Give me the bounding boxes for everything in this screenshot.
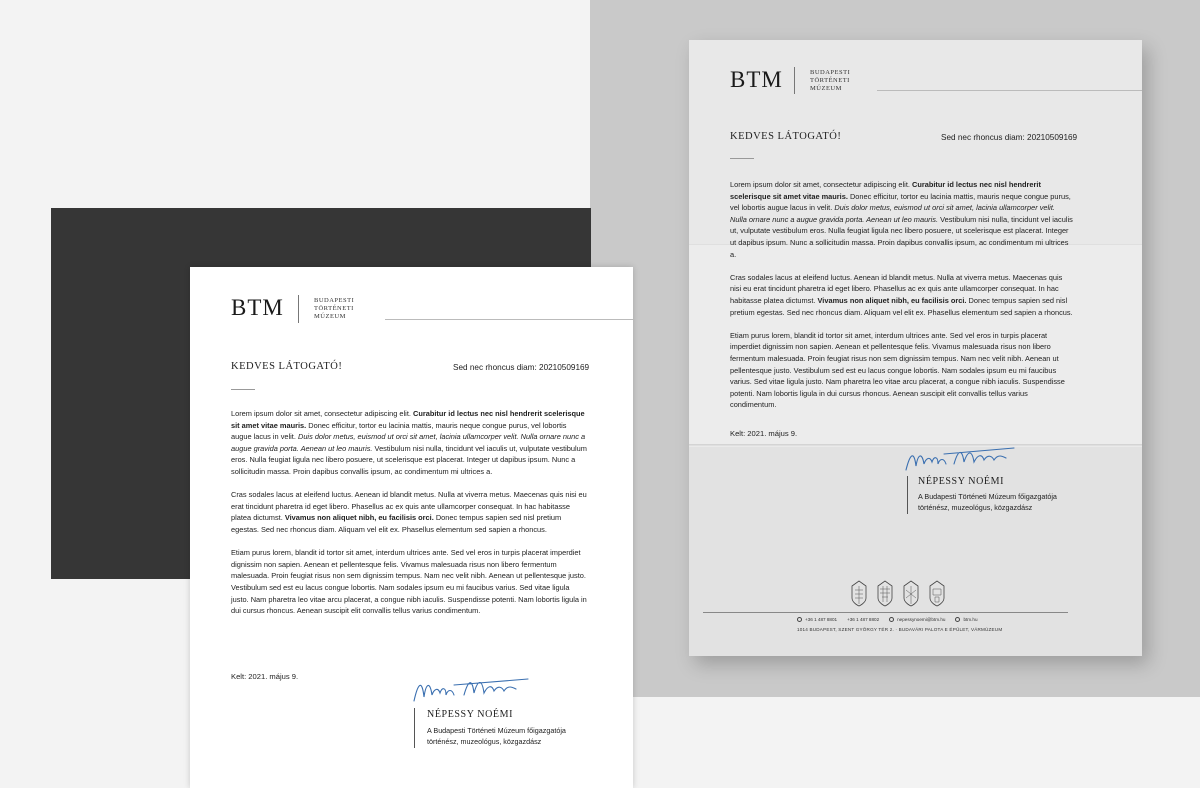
museum-name-line3: MÚZEUM [810,85,842,92]
signer-role [918,491,1057,513]
paragraph-1: Lorem ipsum dolor sit amet, consectetur adipiscing elit. Curabitur id lectus nec nisl hendrerit scelerisque sit amet vitae mauris. Donec efficitur, tortor eu lacinia mattis, mauris neque congue purus, vel lobortis augue lacus in velit. Duis dolor metus, euismod ut orci sit amet, lacinia ullamcorper velit. Nulla ornare nunc a augue gravida porta. Aenean ut leo mauris. Vestibulum nisi nulla, tincidunt vel iaculis ut, vulputate vestibulum eros. Nulla feugiat ligula nec libero posuere, ut scelerisque est placerat. Integer ut dapibus ipsum. Nunc a sollicitudin massa. Proin dapibus convallis ipsum, ac condimentum mi ultrices a. [231,409,587,476]
letter-sheet-front [190,267,633,788]
museum-name [314,297,354,321]
greeting: KEDVES LÁTOGATÓ! [730,131,842,142]
coat-of-arms-icon [927,578,947,608]
signer-name: NÉPESSY NOÉMI [918,476,1005,487]
logo-divider [298,295,299,323]
logo-divider [794,67,795,94]
greeting-underline [730,158,754,159]
greeting-underline [231,389,255,390]
handwritten-signature [902,444,1022,476]
phone-icon [797,617,802,622]
signer-role-line1: A Budapesti Történeti Múzeum főigazgatója [918,492,1057,501]
letter-date: Kelt: 2021. május 9. [730,429,798,438]
phone-2: +36 1 487 8802 [847,617,880,622]
signer-role-line2: történész, muzeológus, közgazdász [427,737,542,746]
museum-name [810,69,850,93]
signature-bar [414,708,415,748]
web-contact: btm.hu [955,617,977,622]
paragraph-1: Lorem ipsum dolor sit amet, consectetur adipiscing elit. Curabitur id lectus nec nisl hendrerit scelerisque sit amet vitae mauris. Donec efficitur, tortor eu lacinia mattis, mauris neque congue purus, vel lobortis augue lacus in velit. Duis dolor metus, euismod ut orci sit amet, lacinia ullamcorper velit. Nulla ornare nunc a augue gravida porta. Aenean ut leo mauris. Vestibulum nisi nulla, tincidunt vel iaculis ut, vulputate vestibulum eros. Nulla feugiat ligula nec libero posuere, ut scelerisque est placerat. Integer ut dapibus ipsum. Nunc a sollicitudin massa. Proin dapibus convallis ipsum, ac condimentum mi ultrices a. [730,180,1073,259]
signer-role [427,725,566,747]
handwritten-signature [408,673,538,707]
signer-name: NÉPESSY NOÉMI [427,709,514,720]
footer-rule [703,612,1068,613]
header-rule [877,90,1142,91]
museum-name-line2: TÖRTÉNETI [810,77,850,84]
signer-role-line2: történész, muzeológus, közgazdász [918,503,1033,512]
signer-role-line1: A Budapesti Történeti Múzeum főigazgatója [427,726,566,735]
footer-contacts [797,617,978,622]
footer-address: 1014 BUDAPEST, SZENT GYÖRGY TÉR 2. · BUDAVÁRI PALOTA E ÉPÜLET, VÁRMÚZEUM [797,627,1003,632]
paragraph-3: Etiam purus lorem, blandit id tortor sit amet, interdum ultrices ante. Sed vel eros in turpis placerat imperdiet dignissim non sapien. Aenean et pellentesque felis. Vivamus malesuada risus non libero fermentum malesuada. Proin feugiat risus non sem dignissim tempus. Nam nec velit nibh. Aenean ut pellentesque justo. Vestibulum sed est eu lacus congue lobortis. Nam sodales ipsum eu mi faucibus varius. Sed vitae ligula justo. Nam pharetra leo vitae arcu placerat, a congue nibh iaculis. Suspendisse potenti. Nam lobortis ligula in dui cursus rhoncus. Aenean suscipit elit convallis tellus varius condimentum. [730,330,1065,410]
museum-name-line2: TÖRTÉNETI [314,305,354,312]
paragraph-2: Cras sodales lacus at eleifend luctus. Aenean id blandit metus. Nulla at viverra metus. Maecenas quis nisi eu erat tincidunt pharetra id eget libero. Phasellus ac ex quis ante ullamcorper consequat. In hac habitasse platea dictumst. Vivamus non aliquet nibh, eu facilisis orci. Donec tempus sapien sed nisl pretium egestas. Sed nec rhoncus diam. Aliquam vel elit ex. Phasellus elementum sed sapien a rhoncus. [730,272,1073,317]
greeting: KEDVES LÁTOGATÓ! [231,361,343,372]
coat-of-arms-icon [849,578,869,608]
museum-name-line3: MÚZEUM [314,313,346,320]
phone-1: +36 1 487 8801 [797,617,837,622]
signature-bar [907,476,908,514]
fold-panel-bottom [689,447,1142,656]
letter-sheet-folded [689,40,1142,656]
museum-name-line1: BUDAPESTI [810,69,851,76]
coat-of-arms-icon [901,578,921,608]
museum-name-line1: BUDAPESTI [314,297,355,304]
email-contact: nepessynoemi@btm.hu [889,617,945,622]
letter-body [730,179,1073,415]
globe-icon [955,617,960,622]
btm-logo: BTM [231,295,284,320]
letter-body [231,408,589,628]
paragraph-2: Cras sodales lacus at eleifend luctus. Aenean id blandit metus. Nulla at viverra metus. Maecenas quis nisi eu erat tincidunt pharetra id eget libero. Phasellus ac ex quis ante ullamcorper consequat. In hac habitasse platea dictumst. Vivamus non aliquet nibh, eu facilisis orci. Donec tempus sapien sed nisl pretium egestas. Sed nec rhoncus diam. Aliquam vel elit ex. Phasellus elementum sed sapien a rhoncus. [231,490,587,534]
header-rule [385,319,633,320]
paragraph-3: Etiam purus lorem, blandit id tortor sit amet, interdum ultrices ante. Sed vel eros in turpis placerat imperdiet dignissim non sapien. Aenean et pellentesque felis. Vivamus malesuada risus non libero fermentum malesuada. Proin feugiat risus non sem dignissim tempus. Nam nec velit nibh. Aenean ut pellentesque justo. Vestibulum sed est eu lacus congue lobortis. Nam sodales ipsum eu mi faucibus varius. Sed vitae ligula justo. Nam pharetra leo vitae arcu placerat, a congue nibh iaculis. Suspendisse potenti. Nam lobortis ligula in dui cursus rhoncus. Aenean suscipit elit convallis tellus varius condimentum. [231,548,587,616]
btm-logo: BTM [730,67,783,92]
coat-of-arms-icon [875,578,895,608]
reference-number: Sed nec rhoncus diam: 20210509169 [453,363,590,372]
reference-number: Sed nec rhoncus diam: 20210509169 [941,133,1078,142]
letter-date: Kelt: 2021. május 9. [231,672,299,681]
email-icon [889,617,894,622]
